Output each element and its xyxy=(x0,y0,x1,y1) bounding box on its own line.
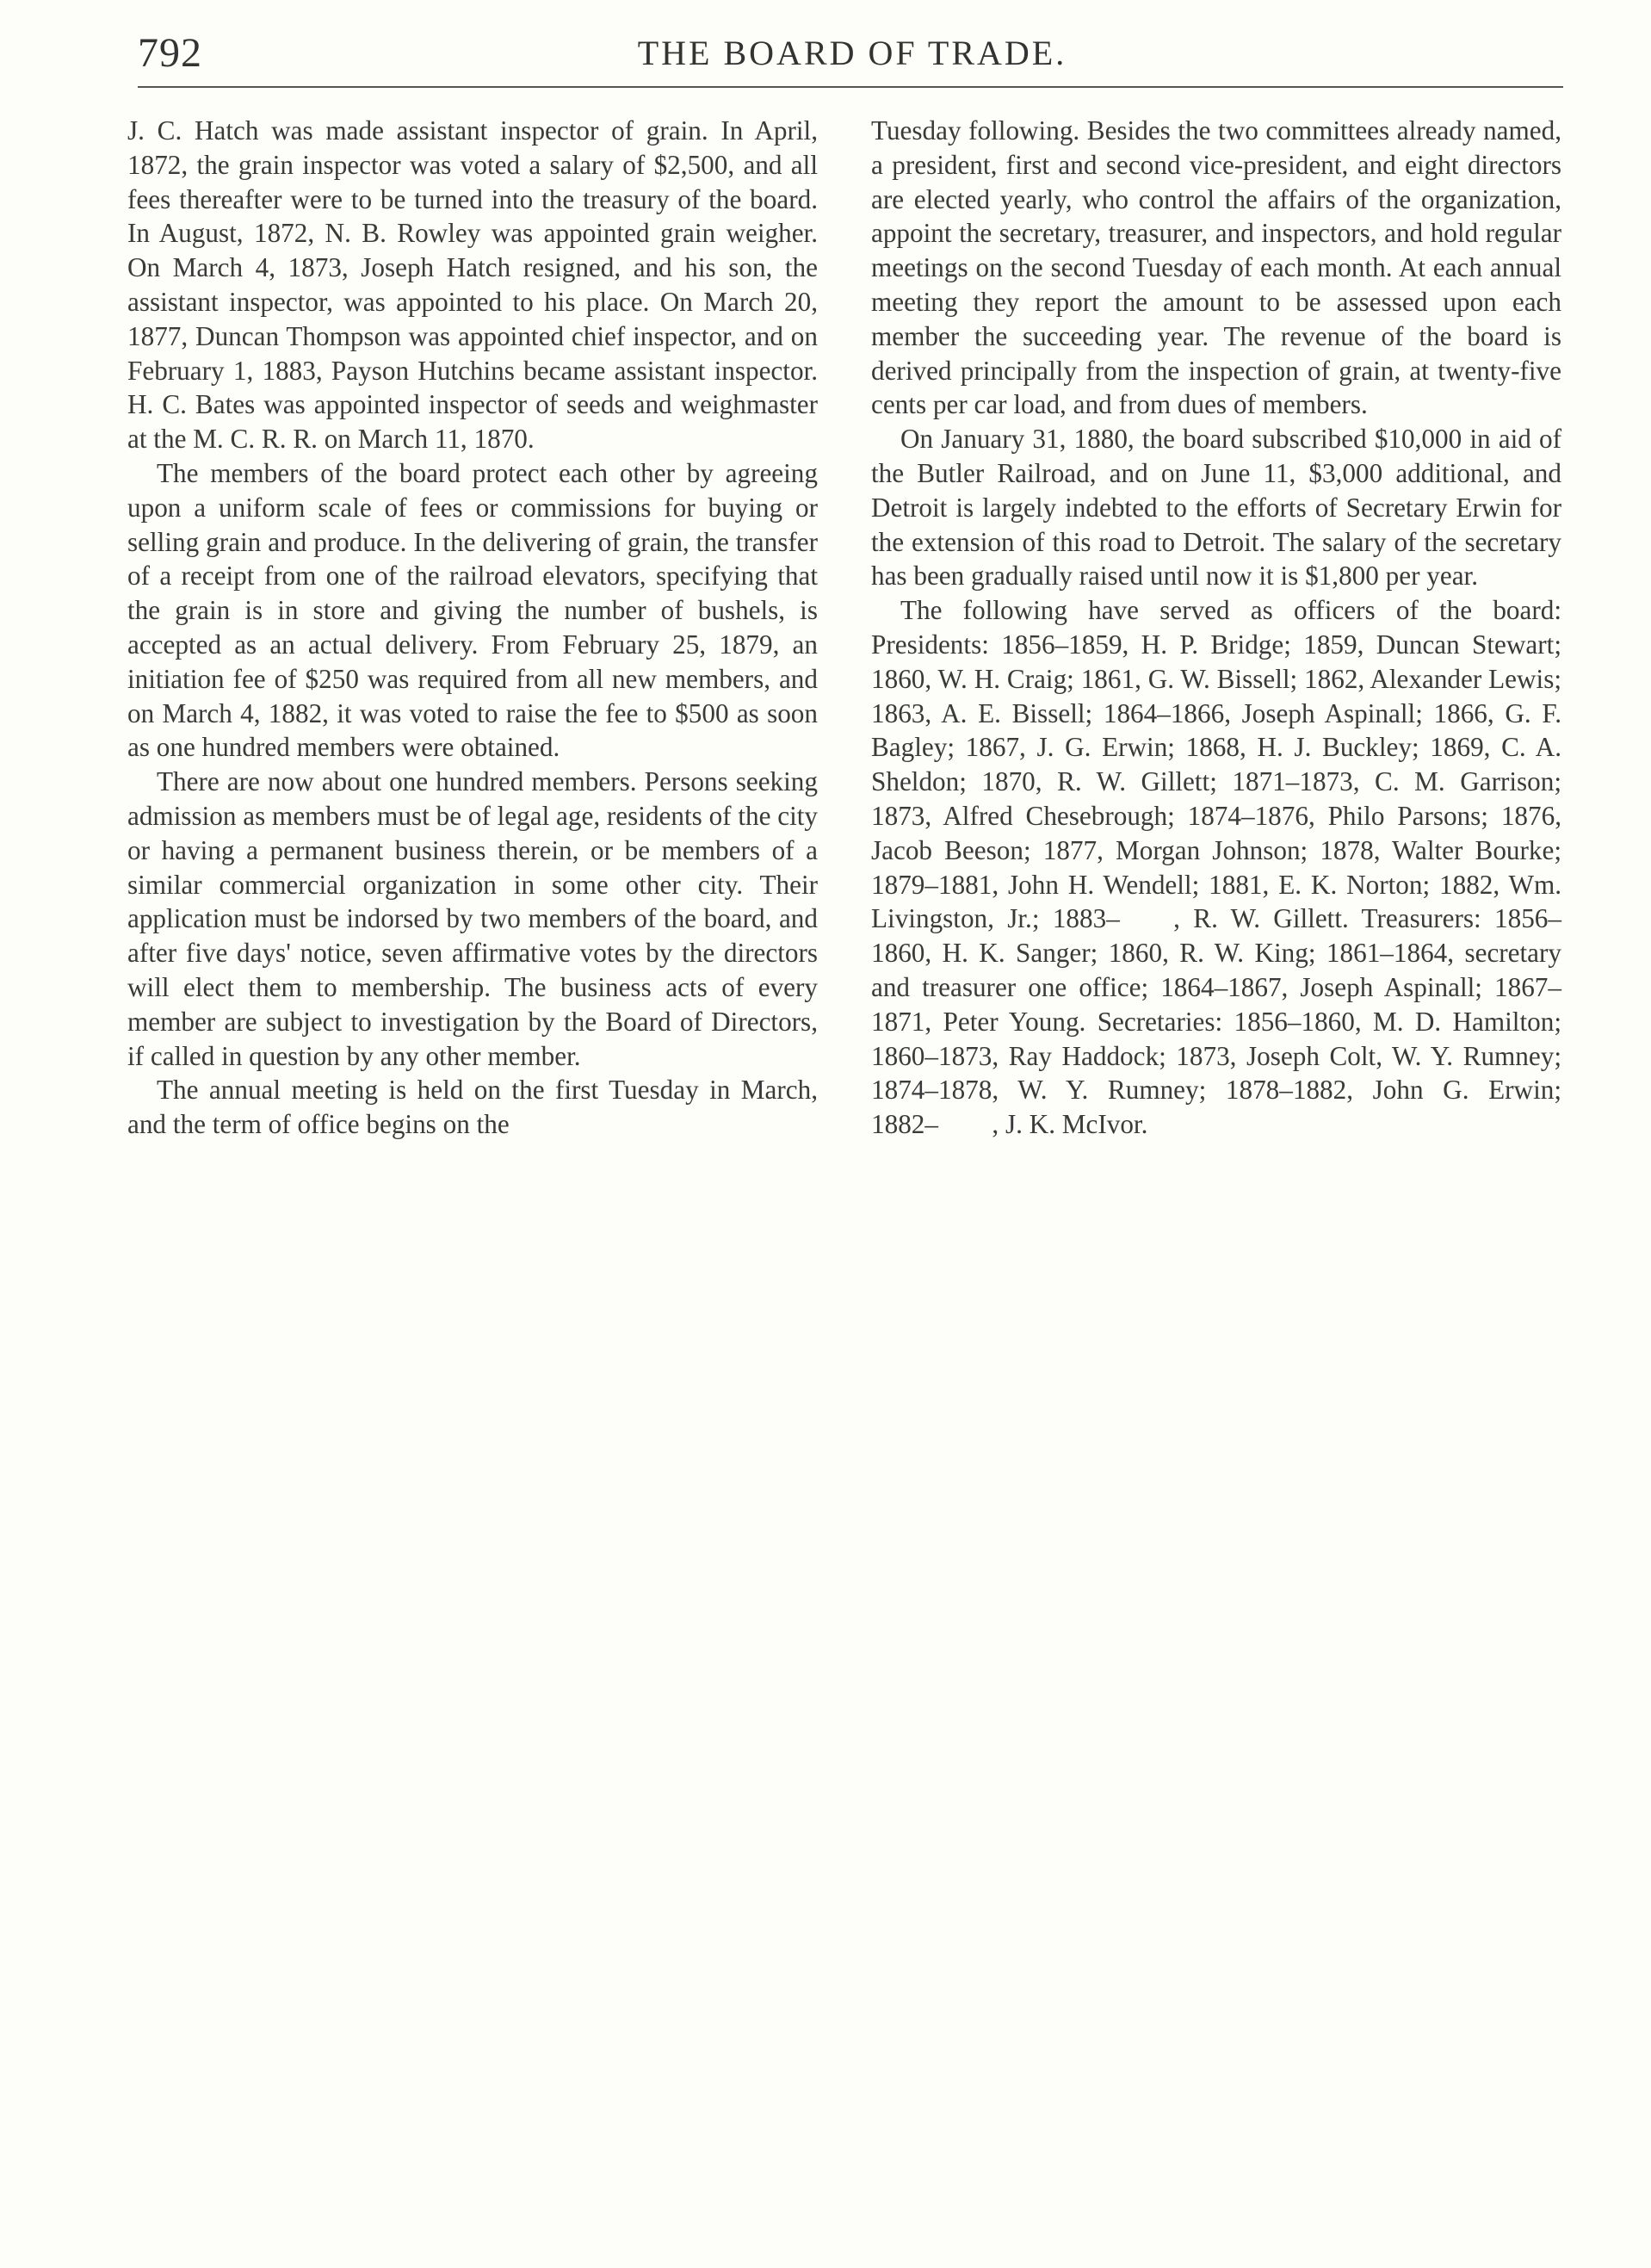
right-column xyxy=(871,114,1561,1142)
paragraph-fees-and-delivery: The members of the board protect each other by agreeing upon a uniform scale of fees or commissions for buying or selling grain and produce. In the delivering of grain, the transfer of a receipt from one of the railroad elevators, specifying that the grain is in store and giving the number of bushels, is accepted as an actual delivery. From February 25, 1879, an initiation fee of $250 was required from all new members, and on March 4, 1882, it was voted to raise the fee to $500 as soon as one hundred members were obtained. xyxy=(127,457,818,763)
page-number: 792 xyxy=(138,30,202,76)
running-head: THE BOARD OF TRADE. xyxy=(637,34,1067,72)
paragraph-butler-railroad: On January 31, 1880, the board subscribed $10,000 in aid of the Butler Railroad, and on June 11, $3,000 additional, and Detroit is largely indebted to the efforts of Secretary Erwin for the extension of this road to Detroit. The salary of the secretary has been gradually raised until now it is $1,800 per year. xyxy=(871,424,1561,592)
left-column xyxy=(127,114,818,1142)
page-header xyxy=(138,29,1567,83)
paragraph-grain-inspectors: J. C. Hatch was made assistant inspector of grain. In April, 1872, the grain inspector was voted a salary of $2,500, and all fees thereafter were to be turned into the treasury of the board. In August, 1872, N. B. Rowley was appointed grain weigher. On March 4, 1873, Joseph Hatch resigned, and his son, the assistant inspector, was appointed to his place. On March 20, 1877, Duncan Thompson was appointed chief inspector, and on February 1, 1883, Payson Hutchins became assistant inspector. H. C. Bates was appointed inspector of seeds and weighmaster at the M. C. R. R. on March 11, 1870. xyxy=(127,115,818,455)
paragraph-officer-list: The following have served as officers of the board: Presidents: 1856–1859, H. P. Bridge; 1859, Duncan Stewart; 1860, W. H. Craig; 1861, G. W. Bissell; 1862, Alexander Lewis; 1863, A. E. Bissell; 1864–1866, Joseph Aspinall; 1866, G. F. Bagley; 1867, J. G. Erwin; 1868, H. J. Buckley; 1869, C. A. Sheldon; 1870, R. W. Gillett; 1871–1873, C. M. Garrison; 1873, Alfred Chesebrough; 1874–1876, Philo Parsons; 1876, Jacob Beeson; 1877, Morgan Johnson; 1878, Walter Bourke; 1879–1881, John H. Wendell; 1881, E. K. Norton; 1882, Wm. Livingston, Jr.; 1883– , R. W. Gillett. Treasurers: 1856–1860, H. K. Sanger; 1860, R. W. King; 1861–1864, secretary and treasurer one office; 1864–1867, Joseph Aspinall; 1867–1871, Peter Young. Secretaries: 1856–1860, M. D. Hamilton; 1860–1873, Ray Haddock; 1873, Joseph Colt, W. Y. Rumney; 1874–1878, W. Y. Rumney; 1878–1882, John G. Erwin; 1882– , J. K. McIvor. xyxy=(871,595,1561,1140)
header-rule xyxy=(138,86,1563,88)
paragraph-annual-meeting: The annual meeting is held on the first Tuesday in March, and the term of office begins on the xyxy=(127,1075,818,1140)
paragraph-officers-election: Tuesday following. Besides the two committees already named, a president, first and second vice-president, and eight directors are elected yearly, who control the affairs of the organization, appoint the secretary, treasurer, and inspectors, and hold regular meetings on the second Tuesday of each month. At each annual meeting they report the amount to be assessed upon each member the succeeding year. The revenue of the board is derived principally from the inspection of grain, at twenty-five cents per car load, and from dues of members. xyxy=(871,115,1561,420)
paragraph-membership: There are now about one hundred members. Persons seeking admission as members must be of legal age, residents of the city or having a permanent business therein, or be members of a similar commercial organization in some other city. Their application must be indorsed by two members of the board, and after five days' notice, seven affirmative votes by the directors will elect them to membership. The business acts of every member are subject to investigation by the Board of Directors, if called in question by any other member. xyxy=(127,766,819,1071)
